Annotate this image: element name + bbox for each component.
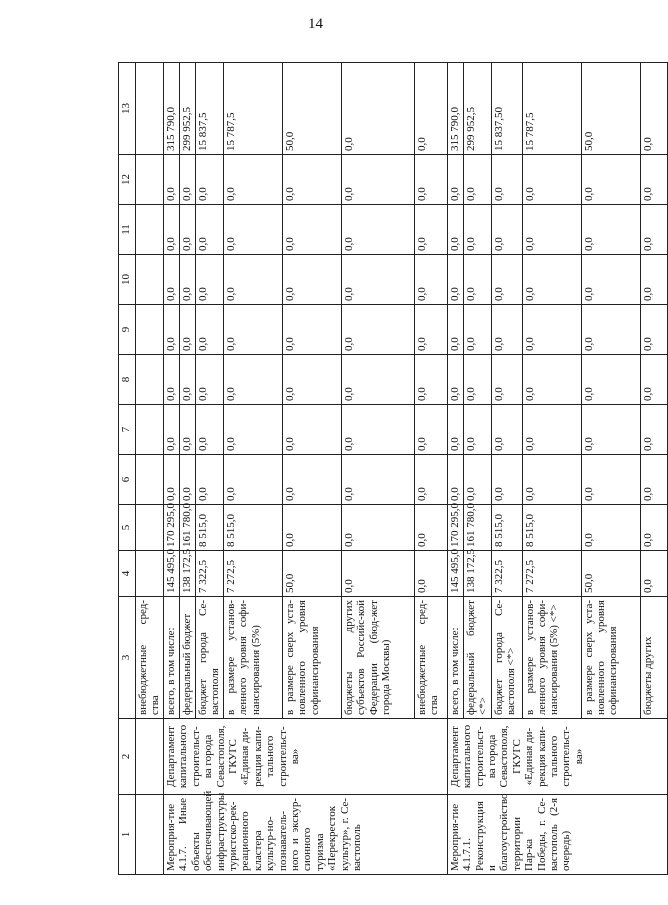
amount-cell: 0,0 xyxy=(640,155,667,205)
amount-cell: 0,0 xyxy=(282,205,341,255)
carryover-cell xyxy=(136,551,164,597)
amount-cell: 0,0 xyxy=(491,155,522,205)
amount-cell: 8 515,0 xyxy=(195,505,223,551)
funding-source-cell: в размере сверх уста-новленного уровня софинансирования xyxy=(282,597,341,719)
column-header: 1 xyxy=(119,795,136,875)
amount-cell: 0,0 xyxy=(341,455,414,505)
amount-cell: 145 495,0 xyxy=(447,551,463,597)
amount-cell: 0,0 xyxy=(522,405,581,455)
amount-cell: 0,0 xyxy=(640,405,667,455)
amount-cell: 0,0 xyxy=(447,255,463,305)
carryover-cell xyxy=(136,355,164,405)
amount-cell: 0,0 xyxy=(581,405,640,455)
funding-source-cell: в размере установ-ленного уровня софи-нансирования (5%) xyxy=(223,597,282,719)
amount-cell: 0,0 xyxy=(179,255,195,305)
amount-cell: 170 295,0 xyxy=(447,505,463,551)
amount-cell: 0,0 xyxy=(581,455,640,505)
measure-name-cell: Мероприя-тие 4.1.7.1. Реконструкция и благоустройство территории Пар-ка Победы, г. Се-вастополь (2-я очередь) xyxy=(447,795,667,875)
amount-cell: 0,0 xyxy=(163,405,179,455)
amount-cell: 0,0 xyxy=(491,305,522,355)
table-row xyxy=(136,63,164,875)
amount-cell: 0,0 xyxy=(463,255,491,305)
amount-cell: 145 495,0 xyxy=(163,551,179,597)
carryover-cell xyxy=(136,795,164,875)
amount-cell: 0,0 xyxy=(223,155,282,205)
amount-cell: 0,0 xyxy=(179,355,195,405)
amount-cell: 0,0 xyxy=(195,355,223,405)
column-header: 4 xyxy=(119,551,136,597)
amount-cell: 0,0 xyxy=(522,205,581,255)
amount-cell: 299 952,5 xyxy=(463,63,491,155)
carryover-cell xyxy=(136,405,164,455)
amount-cell: 0,0 xyxy=(640,63,667,155)
amount-cell: 50,0 xyxy=(581,63,640,155)
funding-source-cell: внебюджетные сред-ства xyxy=(414,597,447,719)
amount-cell: 0,0 xyxy=(341,551,414,597)
amount-cell: 0,0 xyxy=(447,205,463,255)
amount-cell: 0,0 xyxy=(341,505,414,551)
amount-cell: 15 837,5 xyxy=(195,63,223,155)
amount-cell: 0,0 xyxy=(163,155,179,205)
amount-cell: 0,0 xyxy=(223,205,282,255)
funding-source-cell: федеральный бюджет xyxy=(179,597,195,719)
carryover-cell xyxy=(136,455,164,505)
funding-source-cell: бюджет города Се-вастополя xyxy=(195,597,223,719)
column-header: 3 xyxy=(119,597,136,719)
amount-cell: 138 172,5 xyxy=(179,551,195,597)
amount-cell: 0,0 xyxy=(414,155,447,205)
amount-cell: 0,0 xyxy=(282,155,341,205)
funding-source-cell: федеральный бюджет <*> xyxy=(463,597,491,719)
amount-cell: 0,0 xyxy=(463,205,491,255)
column-header: 11 xyxy=(119,205,136,255)
amount-cell: 0,0 xyxy=(581,255,640,305)
amount-cell: 138 172,5 xyxy=(463,551,491,597)
amount-cell: 0,0 xyxy=(491,355,522,405)
column-header: 13 xyxy=(119,63,136,155)
table-body xyxy=(136,63,668,875)
amount-cell: 0,0 xyxy=(195,155,223,205)
amount-cell: 0,0 xyxy=(414,355,447,405)
funding-source-cell: бюджеты других xyxy=(640,597,667,719)
amount-cell: 7 272,5 xyxy=(223,551,282,597)
column-header: 7 xyxy=(119,405,136,455)
amount-cell: 0,0 xyxy=(581,205,640,255)
amount-cell: 315 790,0 xyxy=(163,63,179,155)
executor-cell: Департамент капитального строительст-ва города Севастополя, ГКУГС «Единая ди-рекция капи-тального строительст-ва» xyxy=(163,719,447,795)
amount-cell: 0,0 xyxy=(522,155,581,205)
amount-cell: 8 515,0 xyxy=(491,505,522,551)
amount-cell: 0,0 xyxy=(179,205,195,255)
amount-cell: 0,0 xyxy=(447,155,463,205)
budget-table xyxy=(118,62,668,875)
amount-cell: 0,0 xyxy=(179,455,195,505)
amount-cell: 0,0 xyxy=(282,255,341,305)
amount-cell: 0,0 xyxy=(282,405,341,455)
amount-cell: 0,0 xyxy=(447,455,463,505)
amount-cell: 0,0 xyxy=(223,305,282,355)
amount-cell: 50,0 xyxy=(282,63,341,155)
amount-cell: 0,0 xyxy=(581,505,640,551)
amount-cell: 0,0 xyxy=(463,155,491,205)
amount-cell: 0,0 xyxy=(163,205,179,255)
amount-cell: 0,0 xyxy=(179,305,195,355)
amount-cell: 161 780,0 xyxy=(463,505,491,551)
amount-cell: 0,0 xyxy=(341,155,414,205)
amount-cell: 15 787,5 xyxy=(223,63,282,155)
carryover-source-cell: внебюджетные сред-ства xyxy=(136,597,164,719)
table-row xyxy=(447,63,463,875)
amount-cell: 50,0 xyxy=(581,551,640,597)
amount-cell: 0,0 xyxy=(414,63,447,155)
amount-cell: 0,0 xyxy=(447,355,463,405)
amount-cell: 0,0 xyxy=(341,255,414,305)
amount-cell: 0,0 xyxy=(640,355,667,405)
amount-cell: 0,0 xyxy=(414,305,447,355)
amount-cell: 0,0 xyxy=(414,505,447,551)
amount-cell: 0,0 xyxy=(414,255,447,305)
column-header: 2 xyxy=(119,719,136,795)
column-header: 9 xyxy=(119,305,136,355)
funding-source-cell: всего, в том числе: xyxy=(163,597,179,719)
amount-cell: 0,0 xyxy=(447,305,463,355)
amount-cell: 0,0 xyxy=(179,405,195,455)
amount-cell: 0,0 xyxy=(282,355,341,405)
amount-cell: 161 780,0 xyxy=(179,505,195,551)
amount-cell: 0,0 xyxy=(282,305,341,355)
rotated-table-wrapper xyxy=(118,63,654,875)
column-header: 10 xyxy=(119,255,136,305)
amount-cell: 0,0 xyxy=(640,551,667,597)
amount-cell: 0,0 xyxy=(163,355,179,405)
amount-cell: 0,0 xyxy=(522,455,581,505)
funding-source-cell: в размере сверх уста-новленного уровня софинансирования xyxy=(581,597,640,719)
carryover-cell xyxy=(136,63,164,155)
amount-cell: 0,0 xyxy=(282,455,341,505)
amount-cell: 0,0 xyxy=(522,355,581,405)
amount-cell: 0,0 xyxy=(581,155,640,205)
table-header xyxy=(119,63,136,875)
column-header: 8 xyxy=(119,355,136,405)
amount-cell: 0,0 xyxy=(447,405,463,455)
header-row xyxy=(119,63,136,875)
amount-cell: 0,0 xyxy=(163,455,179,505)
amount-cell: 0,0 xyxy=(223,455,282,505)
amount-cell: 0,0 xyxy=(414,405,447,455)
amount-cell: 0,0 xyxy=(341,305,414,355)
amount-cell: 0,0 xyxy=(463,455,491,505)
funding-source-cell: бюджет города Се-вастополя <*> xyxy=(491,597,522,719)
column-header: 5 xyxy=(119,505,136,551)
amount-cell: 299 952,5 xyxy=(179,63,195,155)
amount-cell: 0,0 xyxy=(223,255,282,305)
carryover-cell xyxy=(136,305,164,355)
amount-cell: 15 837,50 xyxy=(491,63,522,155)
amount-cell: 0,0 xyxy=(223,405,282,455)
amount-cell: 50,0 xyxy=(282,551,341,597)
amount-cell: 0,0 xyxy=(341,205,414,255)
amount-cell: 315 790,0 xyxy=(447,63,463,155)
amount-cell: 0,0 xyxy=(463,405,491,455)
column-header: 12 xyxy=(119,155,136,205)
amount-cell: 0,0 xyxy=(195,405,223,455)
amount-cell: 8 515,0 xyxy=(223,505,282,551)
amount-cell: 0,0 xyxy=(491,255,522,305)
amount-cell: 0,0 xyxy=(522,255,581,305)
amount-cell: 15 787,5 xyxy=(522,63,581,155)
carryover-cell xyxy=(136,255,164,305)
carryover-cell xyxy=(136,505,164,551)
amount-cell: 0,0 xyxy=(414,205,447,255)
table-row xyxy=(163,63,179,875)
amount-cell: 0,0 xyxy=(640,255,667,305)
amount-cell: 0,0 xyxy=(640,505,667,551)
funding-source-cell: в размере установ-ленного уровня софи-нансирования (5%) <*> xyxy=(522,597,581,719)
amount-cell: 0,0 xyxy=(341,63,414,155)
column-header: 6 xyxy=(119,455,136,505)
amount-cell: 0,0 xyxy=(463,305,491,355)
amount-cell: 7 272,5 xyxy=(522,551,581,597)
amount-cell: 8 515,0 xyxy=(522,505,581,551)
amount-cell: 0,0 xyxy=(640,305,667,355)
amount-cell: 0,0 xyxy=(195,455,223,505)
amount-cell: 0,0 xyxy=(414,455,447,505)
amount-cell: 0,0 xyxy=(491,455,522,505)
amount-cell: 0,0 xyxy=(179,155,195,205)
funding-source-cell: всего, в том числе: xyxy=(447,597,463,719)
page-number: 14 xyxy=(308,16,323,32)
measure-name-cell: Мероприя-тие 4.1.7. Иные объекты обеспечивающей инфраструктуры туристско-рек-реационного кластера культур-но-познаватель-ного и экскур-сионного туризма «Перекресток культур», г. Се-вастополь xyxy=(163,795,447,875)
amount-cell: 7 322,5 xyxy=(195,551,223,597)
carryover-cell xyxy=(136,719,164,795)
amount-cell: 0,0 xyxy=(282,505,341,551)
amount-cell: 0,0 xyxy=(223,355,282,405)
amount-cell: 0,0 xyxy=(522,305,581,355)
carryover-cell xyxy=(136,205,164,255)
amount-cell: 0,0 xyxy=(195,305,223,355)
funding-source-cell: бюджеты других субъектов Российс-кой Федерации (бюд-жет города Москвы) xyxy=(341,597,414,719)
amount-cell: 0,0 xyxy=(581,355,640,405)
amount-cell: 0,0 xyxy=(341,355,414,405)
amount-cell: 0,0 xyxy=(491,205,522,255)
amount-cell: 0,0 xyxy=(640,205,667,255)
amount-cell: 0,0 xyxy=(163,305,179,355)
amount-cell: 0,0 xyxy=(195,205,223,255)
carryover-cell xyxy=(136,155,164,205)
amount-cell: 170 295,0 xyxy=(163,505,179,551)
amount-cell: 0,0 xyxy=(463,355,491,405)
amount-cell: 0,0 xyxy=(640,455,667,505)
amount-cell: 0,0 xyxy=(163,255,179,305)
amount-cell: 0,0 xyxy=(195,255,223,305)
amount-cell: 7 322,5 xyxy=(491,551,522,597)
amount-cell: 0,0 xyxy=(341,405,414,455)
amount-cell: 0,0 xyxy=(581,305,640,355)
amount-cell: 0,0 xyxy=(414,551,447,597)
amount-cell: 0,0 xyxy=(491,405,522,455)
executor-cell: Департамент капитального строительст-ва города Севастополя, ГКУГС «Единая ди-рекция капи-тального строительст-ва» xyxy=(447,719,667,795)
